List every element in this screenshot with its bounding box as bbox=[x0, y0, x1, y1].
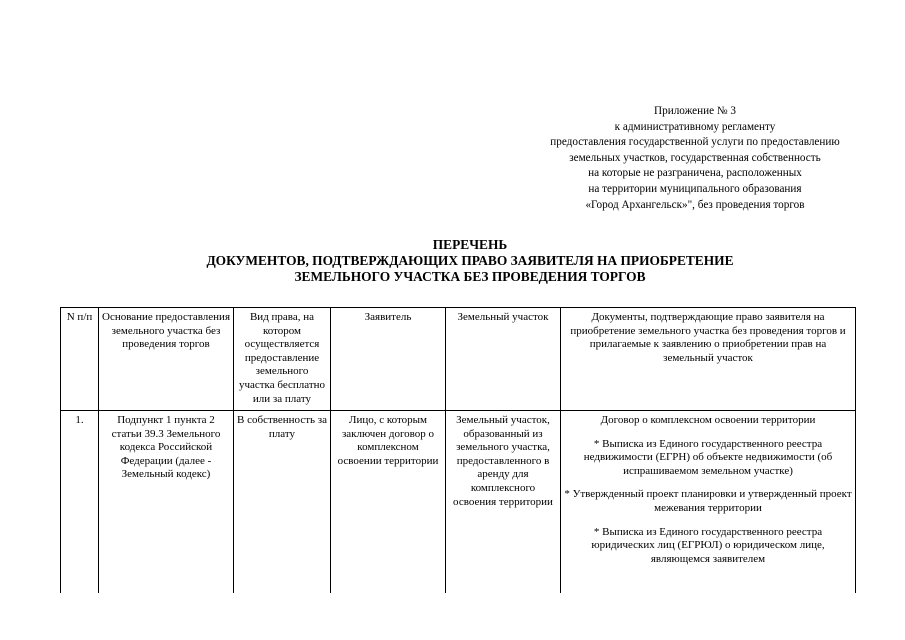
title-line: ЗЕМЕЛЬНОГО УЧАСТКА БЕЗ ПРОВЕДЕНИЯ ТОРГОВ bbox=[294, 268, 646, 284]
appendix-line: земельных участков, государственная собственность bbox=[569, 151, 821, 164]
appendix-line: на которые не разграничена, расположенных bbox=[588, 167, 802, 180]
document-item: * Выписка из Единого государственного реестра недвижимости (ЕГРН) об объекте недвижимости (об испрашиваемом земельном участке) bbox=[583, 437, 833, 477]
cell-basis: Подпункт 1 пункта 2 статьи 39.3 Земельного кодекса Российской Федерации (далее - Земельный кодекс) bbox=[99, 411, 234, 594]
appendix-line: Приложение № 3 bbox=[654, 105, 736, 117]
appendix-line: «Город Архангельск»", без проведения торгов bbox=[585, 198, 805, 211]
table-header-row bbox=[61, 308, 856, 411]
header-basis: Основание предоставления земельного участка без проведения торгов bbox=[99, 308, 234, 411]
appendix-line: предоставления государственной услуги по предоставлению bbox=[550, 136, 840, 149]
table-row bbox=[61, 411, 856, 594]
cell-right-type: В собственность за плату bbox=[234, 411, 331, 594]
document-item: * Выписка из Единого государственного реестра юридических лиц (ЕГРЮЛ) о юридическом лице, являющемся заявителем bbox=[591, 525, 825, 565]
documents-table bbox=[60, 307, 856, 593]
document-item: * Утвержденный проект планировки и утвержденный проект межевания территории bbox=[564, 488, 852, 514]
header-right-type: Вид права, на котором осуществляется предоставление земельного участка бесплатно или за плату bbox=[234, 308, 331, 411]
cell-documents bbox=[561, 411, 856, 594]
title-line: ПЕРЕЧЕНЬ bbox=[432, 237, 508, 252]
appendix-header bbox=[500, 104, 890, 213]
header-applicant: Заявитель bbox=[331, 308, 446, 411]
cell-applicant: Лицо, с которым заключен договор о комплексном освоении территории bbox=[331, 411, 446, 594]
cell-land-plot: Земельный участок, образованный из земельного участка, предоставленного в аренду для комплексного освоения территории bbox=[446, 411, 561, 594]
header-number: N п/п bbox=[61, 308, 99, 411]
cell-number: 1. bbox=[61, 411, 99, 594]
document-item: Договор о комплексном освоении территории bbox=[600, 414, 816, 426]
header-documents: Документы, подтверждающие право заявителя на приобретение земельного участка без проведения торгов и прилагаемые к заявлению о приобретении прав на земельный участок bbox=[561, 308, 856, 411]
document-title bbox=[90, 237, 850, 284]
title-line: ДОКУМЕНТОВ, ПОДТВЕРЖДАЮЩИХ ПРАВО ЗАЯВИТЕЛЯ НА ПРИОБРЕТЕНИЕ bbox=[206, 252, 734, 268]
appendix-line: к административному регламенту bbox=[614, 120, 776, 133]
header-land-plot: Земельный участок bbox=[446, 308, 561, 411]
appendix-line: на территории муниципального образования bbox=[588, 182, 802, 195]
